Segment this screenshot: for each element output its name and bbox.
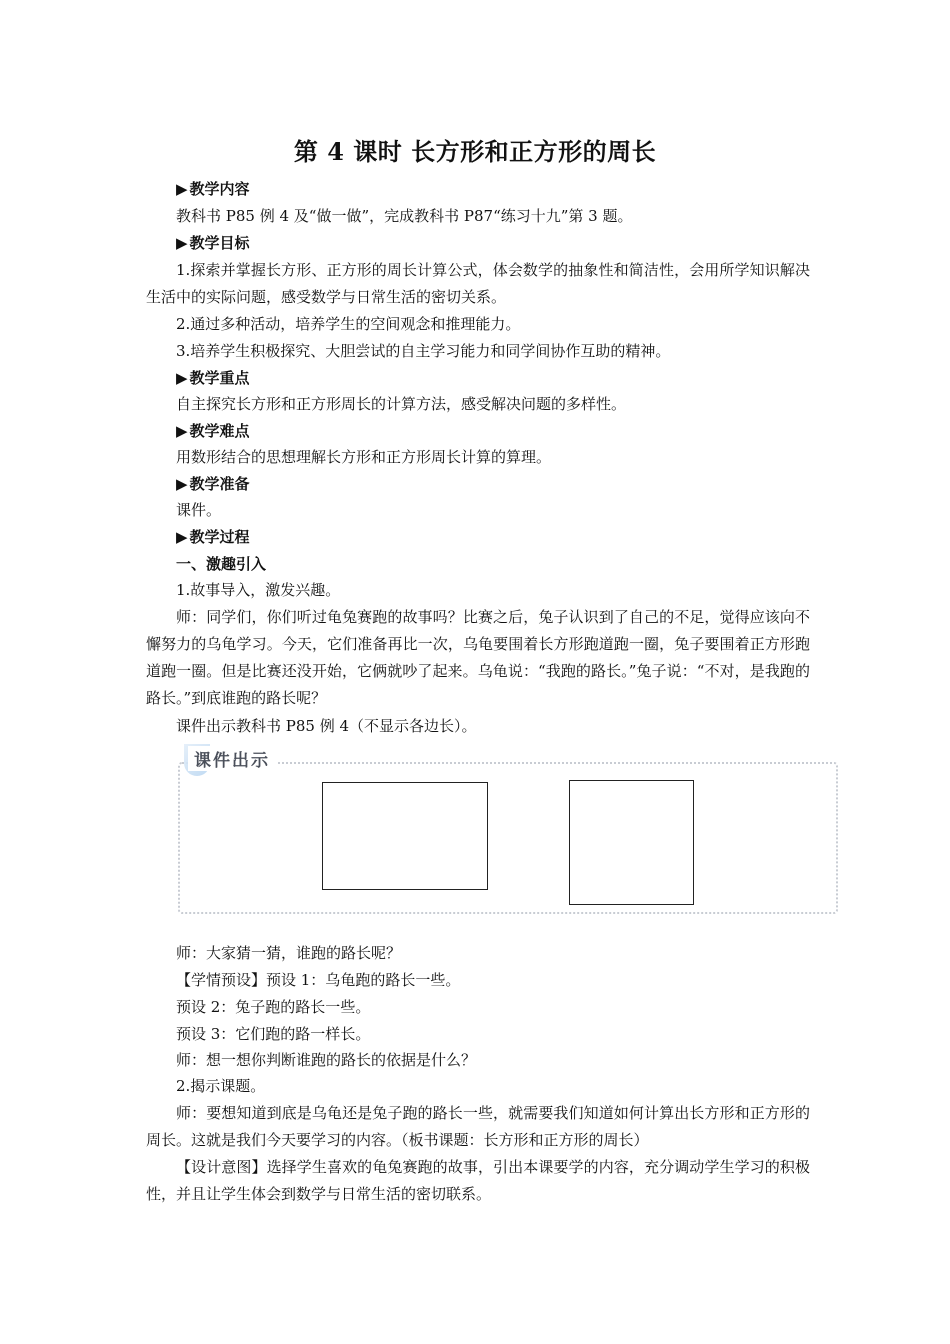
content-text: 教科书 P85 例 4 及“做一做”，完成教科书 P87“练习十九”第 3 题。	[176, 207, 633, 225]
heading-text: 教学重点	[189, 369, 250, 387]
triangle-marker-icon: ▶	[176, 475, 188, 493]
design-intent-paragraph: 【设计意图】选择学生喜欢的龟兔赛跑的故事，引出本课要学的内容，充分调动学生学习的积极性，并且让学生体会到数学与日常生活的密切联系。	[146, 1158, 810, 1203]
section-heading-content	[176, 176, 810, 202]
step2-text: 2.揭示课题。	[176, 1077, 266, 1095]
teacher-topic-paragraph: 师：要想知道到底是乌龟还是兔子跑的路长一些，就需要我们知道如何计算出长方形和正方形的周长。这就是我们今天要学习的内容。（板书课题：长方形和正方形的周长）	[146, 1104, 810, 1149]
preparation-text: 课件。	[176, 501, 222, 519]
heading-text: 教学目标	[189, 234, 250, 252]
step1-text: 1.故事导入，激发兴趣。	[176, 581, 341, 599]
teacher-question-guess: 师：大家猜一猜，谁跑的路长呢？	[176, 944, 402, 962]
lesson-title: 第 4 课时 长方形和正方形的周长	[293, 137, 657, 166]
section-heading-process	[176, 524, 810, 550]
triangle-marker-icon: ▶	[176, 422, 188, 440]
triangle-marker-icon: ▶	[176, 180, 188, 198]
section-heading-goals	[176, 230, 810, 256]
section-heading-difficulties	[176, 418, 810, 444]
preset-2: 预设 2：兔子跑的路长一些。	[176, 998, 371, 1016]
teacher-story-paragraph: 师：同学们，你们听过龟兔赛跑的故事吗？比赛之后，兔子认识到了自己的不足，觉得应该向不懈努力的乌龟学习。今天，它们准备再比一次，乌龟要围着长方形跑道跑一圈，兔子要围着正方形跑道跑一圈。但是比赛还没开始，它俩就吵了起来。乌龟说：“我跑的路长。”兔子说：“不对，是我跑的路长。”到底谁跑的路长呢？	[146, 608, 810, 707]
goal-item-3: 3.培养学生积极探究、大胆尝试的自主学习能力和同学间协作互助的精神。	[176, 342, 671, 360]
key-points-text: 自主探究长方形和正方形周长的计算方法，感受解决问题的多样性。	[176, 395, 627, 413]
rectangle-track-figure	[322, 782, 488, 890]
courseware-box	[178, 762, 838, 914]
teacher-question-basis: 师：想一想你判断谁跑的路长的依据是什么？	[176, 1051, 477, 1069]
section-heading-preparation	[176, 471, 810, 497]
courseware-note: 课件出示教科书 P85 例 4（不显示各边长）。	[176, 717, 477, 735]
preset-3: 预设 3：它们跑的路一样长。	[176, 1025, 371, 1043]
goal-item-2: 2.通过多种活动，培养学生的空间观念和推理能力。	[176, 315, 521, 333]
triangle-marker-icon: ▶	[176, 528, 188, 546]
goal-item-1: 1.探索并掌握长方形、正方形的周长计算公式，体会数学的抽象性和简洁性，会用所学知识解决生活中的实际问题，感受数学与日常生活的密切关系。	[146, 261, 810, 306]
preset-1: 【学情预设】预设 1：乌龟跑的路长一些。	[176, 971, 461, 989]
difficulties-text: 用数形结合的思想理解长方形和正方形周长计算的算理。	[176, 448, 552, 466]
section-heading-key-points	[176, 365, 810, 391]
heading-text: 教学难点	[189, 422, 250, 440]
heading-text: 教学准备	[189, 475, 250, 493]
square-track-figure	[569, 780, 694, 905]
triangle-marker-icon: ▶	[176, 234, 188, 252]
heading-text: 教学内容	[189, 180, 250, 198]
triangle-marker-icon: ▶	[176, 369, 188, 387]
part1-title: 一、激趣引入	[176, 555, 267, 573]
heading-text: 教学过程	[189, 528, 250, 546]
courseware-box-label: 课件出示	[188, 746, 276, 771]
